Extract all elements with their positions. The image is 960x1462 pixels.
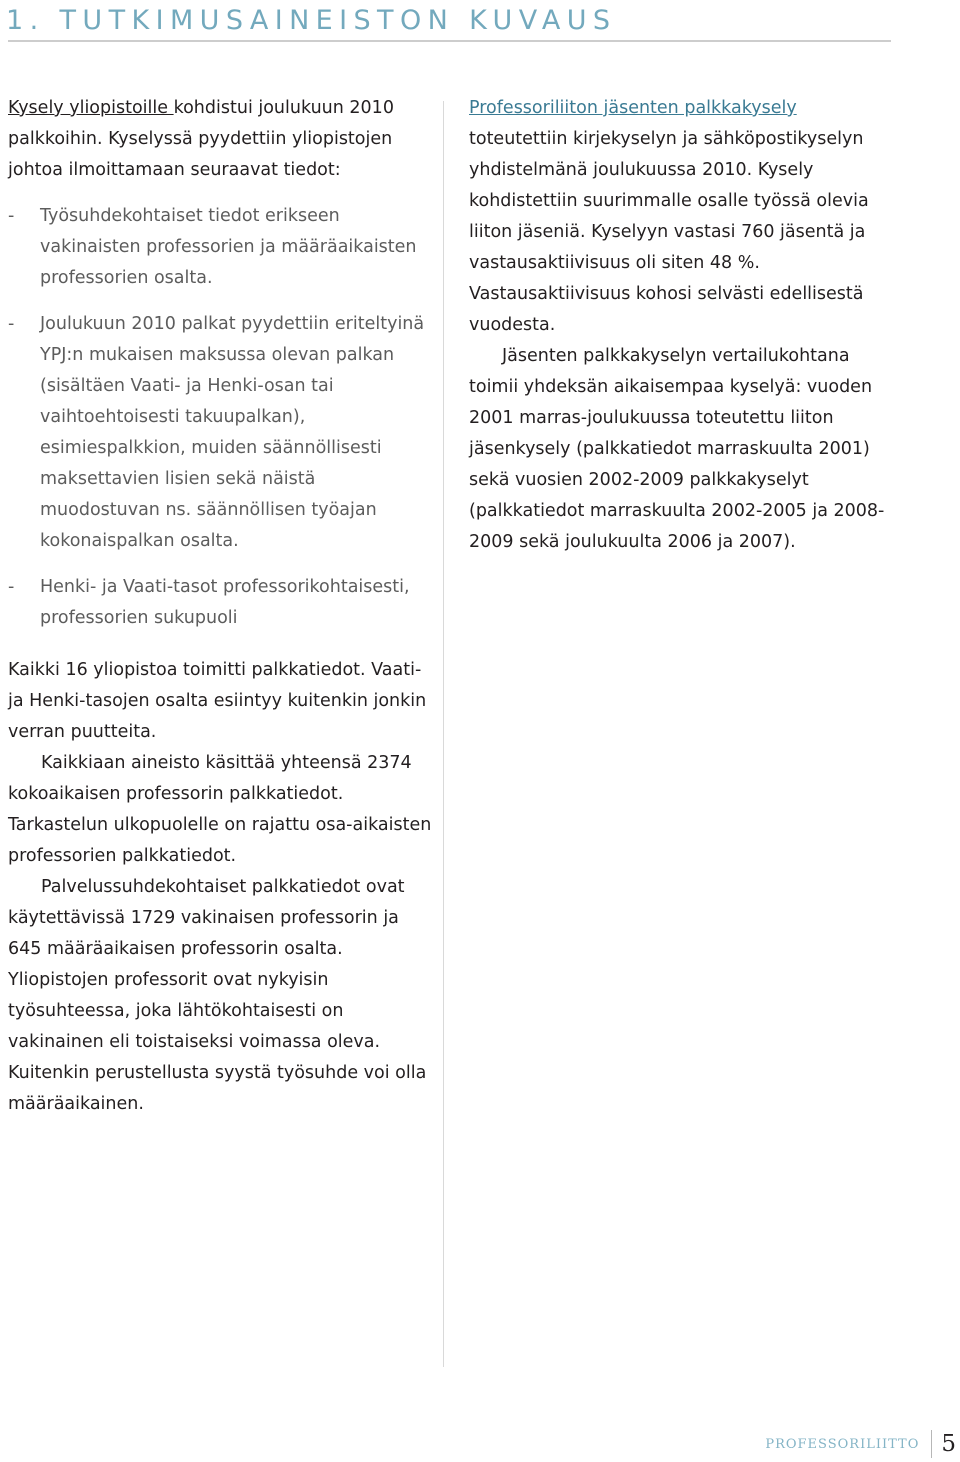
right-column: [469, 93, 889, 558]
bullet-item: - Henki- ja Vaati-tasot professorikohtaisesti, professorien sukupuoli: [8, 577, 410, 628]
right-intro-text: toteutettiin kirjekyselyn ja sähköpostikyselyn yhdistelmänä joulukuussa 2010. Kysely kohdistettiin suurimmalle osalle työssä olevia liiton jäseniä. Kyselyyn vastasi 760 jäsentä ja vastausaktiivisuus oli siten 48 %. Vastausaktiivisuus kohosi selvästi edellisestä vuodesta.: [469, 129, 869, 335]
bullet-text: Joulukuun 2010 palkat pyydettiin eriteltyinä YPJ:n mukaisen maksussa olevan palkan (sisältäen Vaati- ja Henki-osan tai vaihtoehtoisesti takuupalkan), esimiespalkkion, muiden säännöllisesti maksettavien lisien sekä näistä muodostuvan ns. säännöllisen työajan kokonaispalkan osalta.: [40, 314, 425, 551]
footer-separator: [931, 1430, 932, 1458]
left-paragraph-3: Palvelussuhdekohtaiset palkkatiedot ovat käytettävissä 1729 vakinaisen professorin ja 645 määräaikaisen professorin osalta. Yliopistojen professorit ovat nykyisin työsuhteessa, joka lähtökohtaisesti on vakinainen eli toistaiseksi voimassa oleva. Kuitenkin perustellusta syystä työsuhde voi olla määräaikainen.: [8, 877, 427, 1114]
right-intro-link: Professoriliiton jäsenten palkkakysely: [469, 98, 797, 118]
left-intro-text: kohdistui joulukuun 2010 palkkoihin. Kyselyssä pyydettiin yliopistojen johtoa ilmoittamaan seuraavat tiedot:: [8, 98, 394, 180]
right-intro-paragraph: [469, 93, 889, 341]
heading-rule: [8, 40, 891, 42]
left-paragraph-1: Kaikki 16 yliopistoa toimitti palkkatiedot. Vaati- ja Henki-tasojen osalta esiintyy kuitenkin jonkin verran puutteita.: [8, 660, 427, 742]
left-intro-paragraph: [8, 93, 433, 186]
left-paragraph-2: Kaikkiaan aineisto käsittää yhteensä 2374 kokoaikaisen professorin palkkatiedot. Tarkastelun ulkopuolelle on rajattu osa-aikaisten professorien palkkatiedot.: [8, 753, 432, 866]
bullet-text: Työsuhdekohtaiset tiedot erikseen vakinaisten professorien ja määräaikaisten professorien osalta.: [40, 206, 417, 288]
bullet-item: - Työsuhdekohtaiset tiedot erikseen vakinaisten professorien ja määräaikaisten professorien osalta.: [8, 206, 417, 288]
bullet-text: Henki- ja Vaati-tasot professorikohtaisesti, professorien sukupuoli: [40, 577, 410, 628]
right-paragraph-2: Jäsenten palkkakyselyn vertailukohtana toimii yhdeksän aikaisempaa kyselyä: vuoden 2001 marras-joulukuussa toteutettu liiton jäsenkysely (palkkatiedot marraskuulta 2001) sekä vuosien 2002-2009 palkkakyselyt (palkkatiedot marraskuulta 2002-2005 ja 2008-2009 sekä joulukuulta 2006 ja 2007).: [469, 346, 885, 552]
bullet-item: - Joulukuun 2010 palkat pyydettiin eriteltyinä YPJ:n mukaisen maksussa olevan palkan (sisältäen Vaati- ja Henki-osan tai vaihtoehtoisesti takuupalkan), esimiespalkkion, muiden säännöllisesti maksettavien lisien sekä näistä muodostuvan ns. säännöllisen työajan kokonaispalkan osalta.: [8, 314, 425, 551]
footer-brand: PROFESSORILIITTO: [765, 1436, 920, 1452]
section-heading: 1. TUTKIMUSAINEISTON KUVAUS: [6, 5, 617, 36]
left-intro-link: Kysely yliopistoille: [8, 98, 174, 118]
column-divider: [443, 101, 444, 1367]
page-footer: [765, 1427, 956, 1461]
page-number: 5: [941, 1431, 956, 1457]
left-column: [8, 93, 433, 1120]
